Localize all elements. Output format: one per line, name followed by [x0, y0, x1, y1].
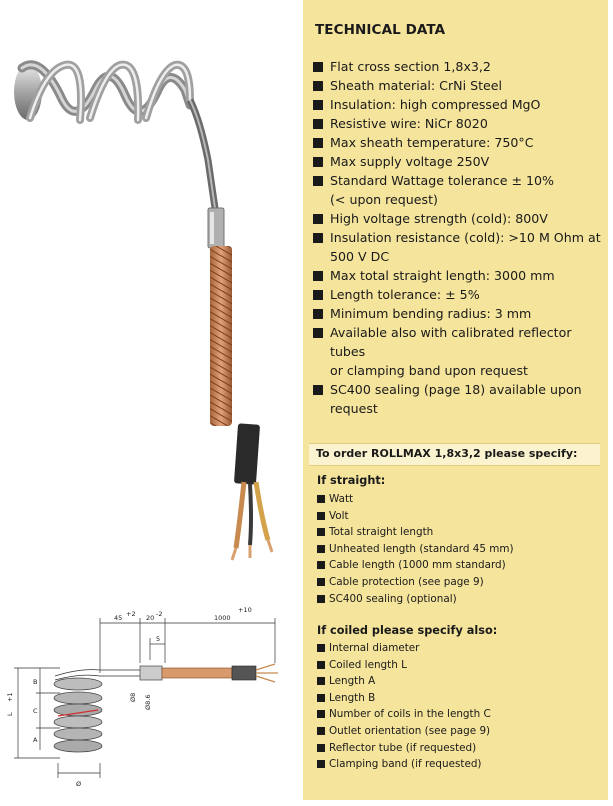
list-item [317, 524, 597, 541]
list-item-text: Volt [329, 509, 349, 522]
bullet-square-icon [317, 512, 325, 520]
list-item-text: Reflector tube (if requested) [329, 741, 477, 754]
spec-text: Sheath material: CrNi Steel [330, 78, 502, 93]
list-item [317, 491, 597, 508]
bullet-square-icon [317, 661, 325, 669]
spec-text: Standard Wattage tolerance ± 10% [330, 173, 554, 188]
spec-text: Resistive wire: NiCr 8020 [330, 116, 488, 131]
list-item-text: Unheated length (standard 45 mm) [329, 542, 514, 555]
spec-text: Max sheath temperature: 750°C [330, 135, 534, 150]
spec-item [312, 323, 602, 361]
spec-item [312, 209, 602, 228]
list-item-text: Total straight length [329, 526, 434, 539]
list-item-text: Number of coils in the length C [329, 708, 491, 721]
spec-item-continued [312, 361, 602, 380]
spec-item [312, 114, 602, 133]
bullet-square-icon [313, 81, 323, 91]
spec-text: 500 V DC [330, 249, 390, 264]
list-item-text: SC400 sealing (optional) [329, 592, 457, 605]
dim-d8: Ø8 [129, 692, 137, 702]
spec-item [312, 95, 602, 114]
spec-item [312, 380, 602, 399]
list-item-text: Watt [329, 493, 354, 505]
spec-item [312, 76, 602, 95]
bullet-square-icon [313, 290, 323, 300]
bullet-square-icon [317, 710, 325, 718]
spec-text: or clamping band upon request [330, 363, 528, 378]
spec-item [312, 266, 602, 285]
list-item [317, 657, 597, 674]
order-header-bar [309, 443, 600, 466]
spec-item [312, 133, 602, 152]
list-item-text: Length B [329, 691, 376, 704]
list-item-text: Cable length (1000 mm standard) [329, 559, 506, 572]
bullet-square-icon [313, 100, 323, 110]
spec-item [312, 304, 602, 323]
spec-item-continued [312, 399, 602, 418]
bullet-square-icon [317, 561, 325, 569]
dim-20: 20 [146, 614, 155, 622]
list-item [317, 541, 597, 558]
technical-drawing [0, 598, 302, 806]
bullet-square-icon [313, 233, 323, 243]
list-item [317, 508, 597, 525]
list-item-text: Internal diameter [329, 642, 420, 654]
coil-illustration [14, 64, 272, 560]
list-item-text: Coiled length L [329, 658, 407, 671]
straight-list [317, 491, 597, 607]
label-a: A [33, 736, 38, 744]
spec-item [312, 57, 602, 76]
list-item [317, 690, 597, 707]
bullet-square-icon [317, 760, 325, 768]
spec-text: SC400 sealing (page 18) available upon [330, 382, 582, 397]
spec-text: High voltage strength (cold): 800V [330, 211, 548, 226]
list-item [317, 706, 597, 723]
technical-title: TECHNICAL DATA [315, 22, 446, 38]
dim-1000-tol: +10 [238, 606, 252, 614]
bullet-square-icon [313, 309, 323, 319]
technical-list [312, 57, 602, 418]
bullet-square-icon [317, 727, 325, 735]
spec-text: Minimum bending radius: 3 mm [330, 306, 532, 321]
list-item [317, 591, 597, 608]
label-c: C [33, 707, 38, 715]
bullet-square-icon [317, 495, 325, 503]
bullet-square-icon [317, 644, 325, 652]
coil-loops [54, 678, 102, 752]
label-b: B [33, 678, 38, 686]
straight-heading: If straight: [317, 474, 386, 487]
order-title: To order ROLLMAX 1,8x3,2 please specify: [316, 447, 578, 460]
list-item [317, 557, 597, 574]
spec-item [312, 228, 602, 247]
product-photo [0, 0, 302, 598]
list-item [317, 673, 597, 690]
bullet-square-icon [313, 176, 323, 186]
dim-1000: 1000 [214, 614, 231, 622]
spec-text: Insulation: high compressed MgO [330, 97, 541, 112]
spec-text: Available also with calibrated reflector tubes [330, 325, 572, 359]
label-d: Ø [76, 780, 82, 788]
spec-text: Max total straight length: 3000 mm [330, 268, 555, 283]
spec-item [312, 152, 602, 171]
spec-item-continued [312, 247, 602, 266]
bullet-square-icon [313, 385, 323, 395]
list-item-text: Length A [329, 675, 376, 688]
bullet-square-icon [317, 677, 325, 685]
spec-item [312, 171, 602, 190]
bullet-square-icon [313, 62, 323, 72]
bullet-square-icon [317, 744, 325, 752]
spec-item [312, 285, 602, 304]
spec-text: Insulation resistance (cold): >10 M Ohm at [330, 230, 601, 245]
bullet-square-icon [313, 214, 323, 224]
list-item [317, 723, 597, 740]
list-item [317, 574, 597, 591]
list-item-text: Cable protection (see page 9) [329, 575, 484, 588]
label-l-tol: +1 [6, 692, 14, 702]
spec-text: Length tolerance: ± 5% [330, 287, 480, 302]
dim-d86: Ø8.6 [144, 694, 152, 710]
dim-20-tol: -2 [156, 610, 163, 618]
bullet-square-icon [313, 119, 323, 129]
list-item [317, 640, 597, 657]
list-item [317, 756, 597, 773]
bullet-square-icon [313, 157, 323, 167]
spec-item-continued [312, 190, 602, 209]
spec-text: Max supply voltage 250V [330, 154, 490, 169]
bullet-square-icon [313, 271, 323, 281]
bullet-square-icon [317, 578, 325, 586]
dim-45: 45 [114, 614, 123, 622]
coiled-heading: If coiled please specify also: [317, 624, 498, 637]
bullet-square-icon [313, 328, 323, 338]
spec-text: Flat cross section 1,8x3,2 [330, 59, 491, 74]
coiled-list [317, 640, 597, 773]
dim-5: 5 [156, 635, 161, 643]
list-item-text: Clamping band (if requested) [329, 758, 482, 771]
spec-text: (< upon request) [330, 192, 438, 207]
list-item [317, 740, 597, 757]
dim-45-tol: +2 [126, 610, 136, 618]
bullet-square-icon [317, 545, 325, 553]
bullet-square-icon [317, 595, 325, 603]
spec-text: request [330, 401, 378, 416]
list-item-text: Outlet orientation (see page 9) [329, 724, 491, 737]
label-l: L [6, 712, 14, 716]
bullet-square-icon [317, 528, 325, 536]
bullet-square-icon [313, 138, 323, 148]
bullet-square-icon [317, 694, 325, 702]
